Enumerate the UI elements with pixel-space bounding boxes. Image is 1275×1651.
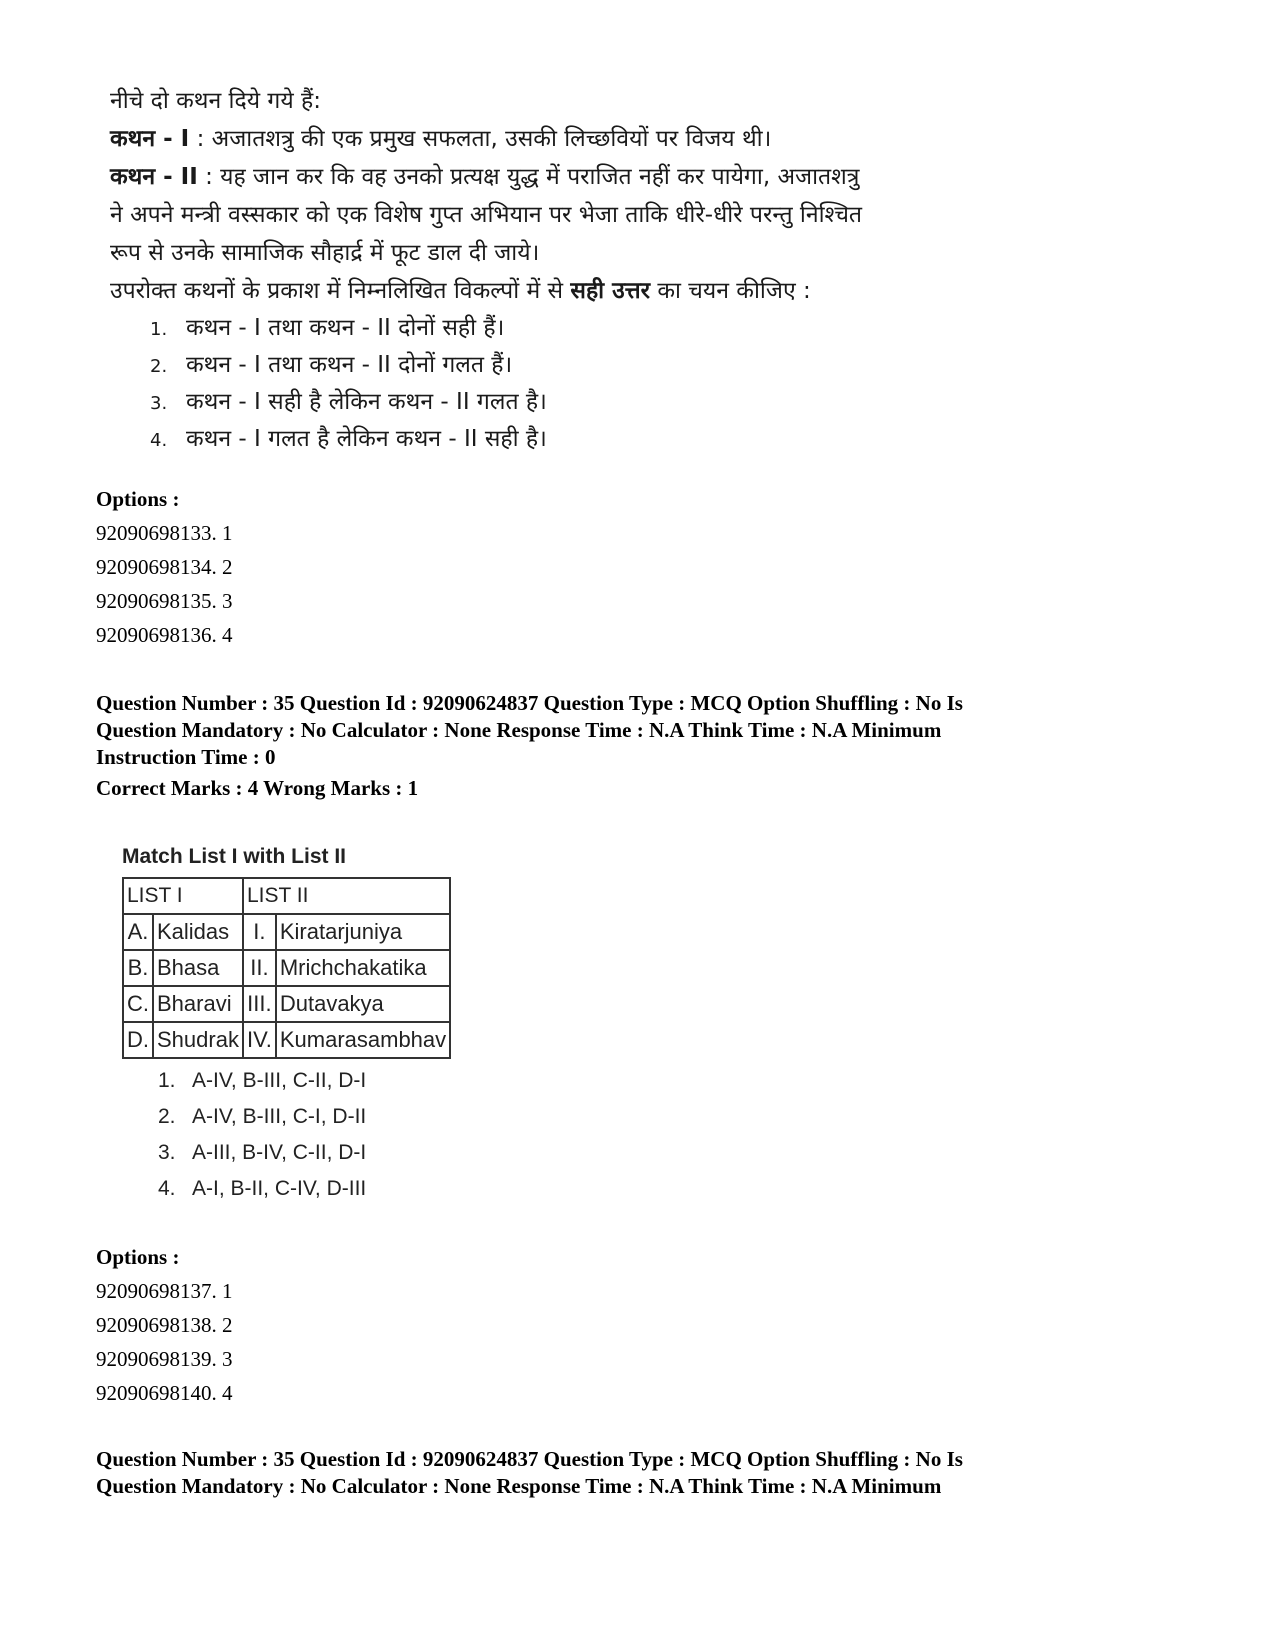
meta-line-1: Question Number : 35 Question Id : 92090624837 Question Type : MCQ Option Shuffling : No Is <box>96 691 963 715</box>
statement-2-text-line2: ने अपने मन्त्री वस्सकार को एक विशेष गुप्त अभियान पर भेजा ताकि धीरे-धीरे परन्तु निश्चित <box>110 202 863 228</box>
list-2-item: Dutavakya <box>276 986 450 1022</box>
instruction-pre: उपरोक्त कथनों के प्रकाश में निम्नलिखित विकल्पों में से <box>110 278 564 304</box>
options-block-a <box>96 482 233 652</box>
table-row <box>123 1022 450 1058</box>
instruction-bold: सही उत्तर <box>570 278 651 304</box>
row-roman: II. <box>243 950 276 986</box>
row-letter: D. <box>123 1022 153 1058</box>
match-choice-list <box>122 1063 451 1207</box>
choice-number: 4. <box>158 1177 176 1200</box>
q34-choice <box>110 310 930 347</box>
option-item: 92090698137. 1 <box>96 1279 233 1303</box>
statement-2-label: कथन - II <box>110 164 198 190</box>
column-header-list-2: LIST II <box>243 878 450 914</box>
list-2-item: Kumarasambhav <box>276 1022 450 1058</box>
option-item: 92090698134. 2 <box>96 555 233 579</box>
choice-number: 4. <box>150 430 168 451</box>
choice-text: कथन - I सही है लेकिन कथन - II गलत है। <box>186 389 547 415</box>
choice-number: 3. <box>158 1141 176 1164</box>
choice-number: 1. <box>158 1069 176 1092</box>
meta-line-3: Instruction Time : 0 <box>96 745 276 769</box>
row-letter: B. <box>123 950 153 986</box>
question-meta-repeat <box>96 1446 1196 1500</box>
list-2-item: Mrichchakatika <box>276 950 450 986</box>
table-row <box>123 950 450 986</box>
option-item: 92090698133. 1 <box>96 521 233 545</box>
q34-instruction <box>110 272 930 310</box>
choice-number: 2. <box>150 356 168 377</box>
q34-intro: नीचे दो कथन दिये गये हैं: <box>110 88 321 114</box>
option-item: 92090698140. 4 <box>96 1381 233 1405</box>
match-choice <box>158 1063 451 1099</box>
table-header-row <box>123 878 450 914</box>
q34-statement-1 <box>110 120 930 158</box>
q34-choice-list <box>110 310 930 458</box>
row-roman: I. <box>243 914 276 950</box>
list-1-item: Kalidas <box>153 914 243 950</box>
q34-question-image <box>110 82 930 458</box>
match-choice <box>158 1135 451 1171</box>
q34-choice <box>110 384 930 421</box>
meta-line-2: Question Mandatory : No Calculator : None Response Time : N.A Think Time : N.A Minimum <box>96 718 942 742</box>
choice-text: A-III, B-IV, C-II, D-I <box>192 1141 367 1164</box>
list-1-item: Bharavi <box>153 986 243 1022</box>
options-block-b <box>96 1240 233 1410</box>
table-row <box>123 914 450 950</box>
meta-line-2: Question Mandatory : No Calculator : None Response Time : N.A Think Time : N.A Minimum <box>96 1474 942 1498</box>
option-item: 92090698136. 4 <box>96 623 233 647</box>
match-heading: Match List I with List II <box>122 845 347 868</box>
choice-text: कथन - I गलत है लेकिन कथन - II सही है। <box>186 426 547 452</box>
options-label: Options : <box>96 1245 180 1269</box>
question-meta <box>96 690 1196 771</box>
q34-choice <box>110 347 930 384</box>
choice-text: A-I, B-II, C-IV, D-III <box>192 1177 367 1200</box>
row-roman: IV. <box>243 1022 276 1058</box>
question-marks: Correct Marks : 4 Wrong Marks : 1 <box>96 776 419 800</box>
row-letter: C. <box>123 986 153 1022</box>
list-2-item: Kiratarjuniya <box>276 914 450 950</box>
statement-2-text-line3: रूप से उनके सामाजिक सौहार्द्र में फूट डाल दी जाये। <box>110 240 540 266</box>
choice-number: 1. <box>150 319 168 340</box>
meta-line-1: Question Number : 35 Question Id : 92090624837 Question Type : MCQ Option Shuffling : No Is <box>96 1447 963 1471</box>
match-question-image <box>122 845 451 1207</box>
option-item: 92090698138. 2 <box>96 1313 233 1337</box>
column-header-list-1: LIST I <box>123 878 243 914</box>
q34-statement-2 <box>110 158 930 196</box>
choice-text: A-IV, B-III, C-II, D-I <box>192 1069 367 1092</box>
match-choice <box>158 1099 451 1135</box>
option-item: 92090698135. 3 <box>96 589 233 613</box>
instruction-post: का चयन कीजिए : <box>657 278 811 304</box>
q34-choice <box>110 421 930 458</box>
statement-2-text-line1: : यह जान कर कि वह उनको प्रत्यक्ष युद्ध में पराजित नहीं कर पायेगा, अजातशत्रु <box>205 164 860 190</box>
option-item: 92090698139. 3 <box>96 1347 233 1371</box>
row-letter: A. <box>123 914 153 950</box>
match-table <box>122 877 451 1059</box>
row-roman: III. <box>243 986 276 1022</box>
options-label: Options : <box>96 487 180 511</box>
match-choice <box>158 1171 451 1207</box>
list-1-item: Bhasa <box>153 950 243 986</box>
choice-number: 3. <box>150 393 168 414</box>
choice-text: कथन - I तथा कथन - II दोनों गलत हैं। <box>186 352 513 378</box>
table-row <box>123 986 450 1022</box>
statement-1-label: कथन - I <box>110 126 190 152</box>
choice-number: 2. <box>158 1105 176 1128</box>
choice-text: A-IV, B-III, C-I, D-II <box>192 1105 367 1128</box>
choice-text: कथन - I तथा कथन - II दोनों सही हैं। <box>186 315 505 341</box>
list-1-item: Shudrak <box>153 1022 243 1058</box>
statement-1-text: : अजातशत्रु की एक प्रमुख सफलता, उसकी लिच्छवियों पर विजय थी। <box>196 126 772 152</box>
